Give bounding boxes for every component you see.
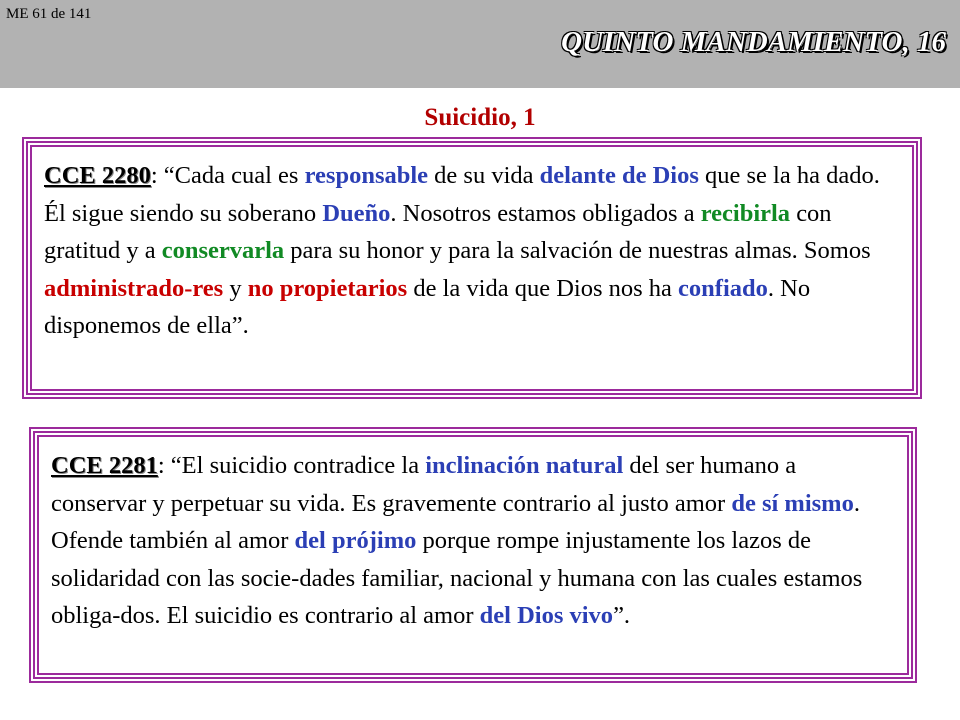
section-title: QUINTO MANDAMIENTO, 16 [561,26,946,58]
highlight-inclinacion-natural: inclinación natural [425,452,624,479]
highlight-administradores: administrado-res [44,274,224,302]
quote-text-segment: . No disponemos de ella”. [44,274,811,340]
highlight-de-si-mismo: de sí mismo [731,489,854,517]
quote-text [32,147,912,345]
catechism-reference: CCE 2280 [44,162,151,189]
quote-text-segment: para su honor y para la salvación de nuestras almas. Somos [284,237,871,265]
quote-text-segment: . Nosotros estamos obligados a [390,199,701,227]
slide-header [0,0,960,88]
highlight-conservarla: conservarla [161,237,285,265]
quote-box-cce-2280 [26,141,918,395]
highlight-delante-de-dios: delante de Dios [539,162,699,189]
highlight-confiado: confiado [678,274,768,302]
quote-text-segment: que se la ha dado. Él sigue siendo su soberano [44,162,880,227]
highlight-dueno: Dueño [322,199,391,227]
highlight-del-dios-vivo: del Dios vivo [479,602,614,630]
highlight-responsable: responsable [304,162,429,189]
slide-subtitle: Suicidio, 1 [424,104,536,131]
quote-text-segment: . Ofende también al amor [51,489,860,555]
quote-box-cce-2281 [33,431,913,679]
quote-text-segment: : “Cada cual es [150,162,305,189]
catechism-reference: CCE 2281 [51,452,158,479]
highlight-del-projimo: del prójimo [294,527,417,555]
highlight-no-propietarios: no propietarios [247,274,408,302]
quote-text-segment: del ser humano a conservar y perpetuar su vida. Es gravemente contrario al justo amor [51,452,797,517]
quote-text-segment: de la vida que Dios nos ha [407,274,679,302]
highlight-recibirla: recibirla [700,199,791,227]
quote-text-segment: ”. [613,602,631,630]
slide-counter: ME 61 de 141 [6,6,92,22]
quote-text-segment: porque rompe injustamente los lazos de solidaridad con las socie-dades familiar, nacional y humana con las cuales estamos obliga-dos. El suicidio es contrario al amor [51,527,863,630]
quote-text-segment: y [223,274,248,302]
quote-text-segment: de su vida [428,162,540,189]
quote-text-segment: : “El suicidio contradice la [157,452,426,479]
quote-text-segment: con gratitud y a [44,199,832,265]
quote-text [39,437,907,635]
